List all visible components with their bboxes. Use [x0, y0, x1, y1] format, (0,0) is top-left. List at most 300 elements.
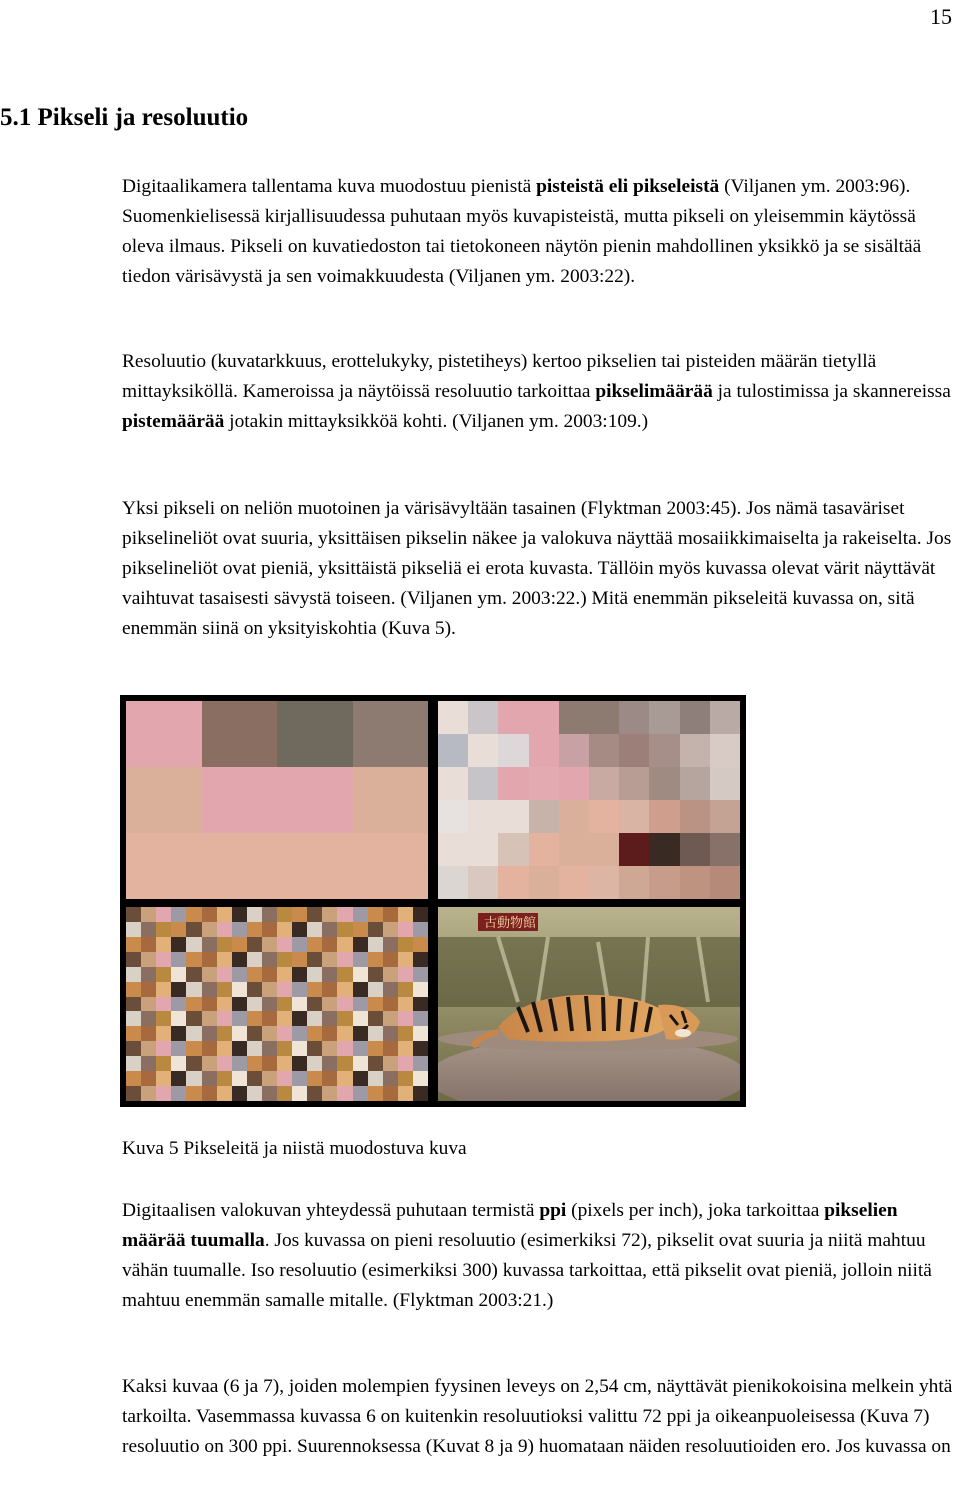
- mosaic-pixel: [262, 1026, 277, 1041]
- mosaic-pixel: [202, 1026, 217, 1041]
- mosaic-pixel: [126, 1071, 141, 1086]
- mosaic-pixel: [292, 1056, 307, 1071]
- mosaic-pixel: [398, 997, 413, 1012]
- mosaic-pixel: [353, 701, 429, 767]
- mosaic-pixel: [141, 952, 156, 967]
- mosaic-pixel: [337, 1011, 352, 1026]
- mosaic-pixel: [438, 734, 468, 767]
- mosaic-pixel: [247, 1086, 262, 1101]
- mosaic-pixel: [156, 982, 171, 997]
- mosaic-pixel: [141, 982, 156, 997]
- mosaic-pixel: [398, 922, 413, 937]
- mosaic-pixel: [247, 952, 262, 967]
- mosaic-pixel: [292, 1041, 307, 1056]
- mosaic-pixel: [202, 1071, 217, 1086]
- mosaic-pixel: [186, 937, 201, 952]
- mosaic-pixel: [126, 997, 141, 1012]
- mosaic-pixel: [322, 937, 337, 952]
- paragraph-pixel-definition: [122, 172, 954, 292]
- mosaic-pixel: [680, 833, 710, 866]
- mosaic-pixel: [292, 982, 307, 997]
- mosaic-pixel: [141, 922, 156, 937]
- mosaic-pixel: [292, 1071, 307, 1086]
- mosaic-pixel: [262, 922, 277, 937]
- mosaic-pixel: [353, 1041, 368, 1056]
- mosaic-pixel: [322, 1011, 337, 1026]
- mosaic-pixel: [202, 952, 217, 967]
- mosaic-pixel: [277, 1011, 292, 1026]
- mosaic-pixel: [141, 1086, 156, 1101]
- mosaic-pixel: [398, 952, 413, 967]
- mosaic-pixel: [277, 1071, 292, 1086]
- mosaic-pixel: [559, 701, 589, 734]
- mosaic-pixel: [217, 922, 232, 937]
- p2-bold-point-count: pistemäärää: [122, 411, 225, 432]
- mosaic-pixel: [202, 922, 217, 937]
- mosaic-pixel: [383, 907, 398, 922]
- paragraph-ppi: [122, 1196, 954, 1316]
- mosaic-pixel: [247, 1041, 262, 1056]
- mosaic-pixel: [368, 1086, 383, 1101]
- mosaic-pixel: [383, 952, 398, 967]
- mosaic-pixel: [126, 1056, 141, 1071]
- mosaic-pixel: [322, 997, 337, 1012]
- mosaic-pixel: [398, 907, 413, 922]
- mosaic-pixel: [202, 967, 217, 982]
- mosaic-pixel: [307, 1011, 322, 1026]
- p2-text-a: Resoluutio (kuvatarkkuus, erottelukyky, pistetiheys) kertoo pikselien tai pisteiden määrän tietyllä mittayksiköllä. Kameroissa ja näytöissä resoluutio tarkoittaa: [122, 351, 877, 402]
- mosaic-pixel: [141, 1041, 156, 1056]
- mosaic-pixel: [337, 922, 352, 937]
- mosaic-pixel: [649, 701, 679, 734]
- mosaic-pixel: [468, 767, 498, 800]
- mosaic-pixel: [398, 1056, 413, 1071]
- mosaic-pixel: [262, 1041, 277, 1056]
- mosaic-pixel: [383, 982, 398, 997]
- mosaic-pixel: [247, 1026, 262, 1041]
- p4-text-c: . Jos kuvassa on pieni resoluutio (esimerkiksi 72), pikselit ovat suuria ja niitä mahtuu vähän tuumalle. Iso resoluutio (esimerkiksi 300) kuvassa tarkoittaa, että pikselit ovat pieniä, jolloin niitä mahtuu enemmän samalle mitalle. (Flyktman 2003:21.): [122, 1230, 932, 1311]
- mosaic-pixel: [232, 997, 247, 1012]
- paragraph-pixel-shape: Yksi pikseli on neliön muotoinen ja värisävyltään tasainen (Flyktman 2003:45). Jos nämä tasaväriset pikselineliöt ovat suuria, yksittäisen pikselin näkee ja valokuva näyttää mosaiikkimaiselta ja rakeiselta. Jos pikselineliöt ovat pieniä, yksittäistä pikseliä ei erota kuvasta. Tällöin myös kuvassa olevat värit näyttävät vaihtuvat tasaisesti sävystä toiseen. (Viljanen ym. 2003:22.) Mitä enemmän pikseleitä kuvassa on, sitä enemmän siinä on yksityiskohtia (Kuva 5).: [122, 498, 952, 639]
- mosaic-pixel: [202, 937, 217, 952]
- mosaic-pixel: [307, 967, 322, 982]
- mosaic-pixel: [141, 1056, 156, 1071]
- mosaic-pixel: [171, 1026, 186, 1041]
- mosaic-pixel: [589, 800, 619, 833]
- mosaic-pixel: [186, 1056, 201, 1071]
- mosaic-pixel: [307, 1041, 322, 1056]
- mosaic-pixel: [277, 767, 353, 833]
- mosaic-pixel: [171, 1086, 186, 1101]
- mosaic-pixel: [126, 982, 141, 997]
- mosaic-pixel: [156, 1026, 171, 1041]
- mosaic-pixel: [262, 1086, 277, 1101]
- mosaic-pixel: [292, 1011, 307, 1026]
- mosaic-pixel: [468, 734, 498, 767]
- mosaic-pixel: [126, 767, 202, 833]
- mosaic-pixel: [186, 1086, 201, 1101]
- mosaic-pixel: [559, 800, 589, 833]
- mosaic-pixel: [292, 967, 307, 982]
- mosaic-pixel: [247, 1071, 262, 1086]
- mosaic-pixel: [589, 866, 619, 899]
- mosaic-pixel: [680, 701, 710, 734]
- mosaic-pixel: [413, 967, 428, 982]
- mosaic-pixel: [413, 1086, 428, 1101]
- mosaic-pixel: [292, 952, 307, 967]
- mosaic-pixel: [277, 907, 292, 922]
- mosaic-pixel: [498, 767, 528, 800]
- mosaic-pixel: [277, 952, 292, 967]
- mosaic-pixel: [398, 982, 413, 997]
- figure-pixel-mosaic: [120, 695, 746, 1107]
- mosaic-pixel: [247, 937, 262, 952]
- mosaic-pixel: [202, 1056, 217, 1071]
- mosaic-pixel: [217, 937, 232, 952]
- mosaic-pixel: [413, 1026, 428, 1041]
- mosaic-pixel: [710, 701, 740, 734]
- mosaic-pixel: [413, 1056, 428, 1071]
- mosaic-pixel: [498, 833, 528, 866]
- mosaic-pixel: [368, 1056, 383, 1071]
- mosaic-pixel: [337, 952, 352, 967]
- mosaic-pixel: [126, 967, 141, 982]
- mosaic-pixel: [559, 866, 589, 899]
- mosaic-pixel: [529, 833, 559, 866]
- mosaic-pixel: [383, 1026, 398, 1041]
- mosaic-pixel: [398, 1026, 413, 1041]
- page-number: 15: [930, 4, 952, 29]
- mosaic-pixel: [337, 1086, 352, 1101]
- mosaic-pixel: [619, 734, 649, 767]
- mosaic-pixel: [186, 967, 201, 982]
- mosaic-pixel: [277, 1026, 292, 1041]
- mosaic-pixel: [589, 734, 619, 767]
- mosaic-pixel: [307, 937, 322, 952]
- mosaic-pixel: [413, 1011, 428, 1026]
- paragraph-resolution: [122, 347, 954, 437]
- mosaic-pixel: [619, 767, 649, 800]
- mosaic-pixel: [126, 1026, 141, 1041]
- p4-text-b: (pixels per inch), joka tarkoittaa: [566, 1200, 825, 1221]
- mosaic-pixel: [438, 833, 468, 866]
- mosaic-pixel: [186, 907, 201, 922]
- panel-tiger-photo: [438, 907, 740, 1101]
- mosaic-pixel: [649, 866, 679, 899]
- mosaic-pixel: [156, 1011, 171, 1026]
- mosaic-pixel: [171, 1041, 186, 1056]
- mosaic-pixel: [141, 1071, 156, 1086]
- mosaic-pixel: [383, 1086, 398, 1101]
- mosaic-pixel: [529, 701, 559, 734]
- mosaic-pixel: [413, 937, 428, 952]
- mosaic-pixel: [156, 952, 171, 967]
- mosaic-pixel: [217, 1086, 232, 1101]
- mosaic-pixel: [307, 1056, 322, 1071]
- mosaic-pixel: [680, 734, 710, 767]
- mosaic-pixel: [413, 997, 428, 1012]
- mosaic-pixel: [529, 734, 559, 767]
- mosaic-pixel: [247, 997, 262, 1012]
- mosaic-pixel: [156, 1071, 171, 1086]
- mosaic-pixel: [217, 967, 232, 982]
- mosaic-pixel: [141, 967, 156, 982]
- mosaic-pixel: [186, 1011, 201, 1026]
- mosaic-pixel: [202, 982, 217, 997]
- mosaic-pixel: [171, 982, 186, 997]
- mosaic-pixel: [398, 1011, 413, 1026]
- mosaic-pixel: [232, 937, 247, 952]
- mosaic-pixel: [398, 1071, 413, 1086]
- mosaic-pixel: [126, 952, 141, 967]
- mosaic-pixel: [247, 922, 262, 937]
- mosaic-pixel: [277, 1086, 292, 1101]
- mosaic-pixel: [322, 1041, 337, 1056]
- mosaic-pixel: [307, 1086, 322, 1101]
- mosaic-pixel: [217, 982, 232, 997]
- mosaic-pixel: [649, 833, 679, 866]
- mosaic-pixel: [232, 922, 247, 937]
- mosaic-pixel: [619, 833, 649, 866]
- mosaic-pixel: [619, 701, 649, 734]
- p2-text-b: ja tulostimissa ja skannereissa: [712, 381, 951, 402]
- mosaic-pixel: [156, 922, 171, 937]
- mosaic-pixel: [337, 1041, 352, 1056]
- mosaic-pixel: [322, 967, 337, 982]
- mosaic-pixel: [277, 922, 292, 937]
- mosaic-pixel: [202, 701, 278, 767]
- mosaic-pixel: [247, 1056, 262, 1071]
- mosaic-pixel: [217, 1011, 232, 1026]
- mosaic-pixel: [322, 1026, 337, 1041]
- mosaic-pixel: [171, 952, 186, 967]
- mosaic-pixel: [368, 937, 383, 952]
- mosaic-pixel: [126, 937, 141, 952]
- mosaic-pixel: [171, 967, 186, 982]
- mosaic-pixel: [186, 952, 201, 967]
- mosaic-pixel: [383, 922, 398, 937]
- mosaic-pixel: [156, 937, 171, 952]
- mosaic-pixel: [307, 922, 322, 937]
- mosaic-pixel: [126, 701, 202, 767]
- mosaic-pixel: [126, 1086, 141, 1101]
- mosaic-pixel: [141, 907, 156, 922]
- mosaic-pixel: [141, 997, 156, 1012]
- mosaic-pixel: [232, 1056, 247, 1071]
- mosaic-pixel: [232, 1086, 247, 1101]
- mosaic-pixel: [322, 952, 337, 967]
- mosaic-pixel: [322, 982, 337, 997]
- mosaic-pixel: [383, 1011, 398, 1026]
- mosaic-pixel: [232, 1071, 247, 1086]
- panel-medium-pixels: [438, 701, 740, 899]
- mosaic-pixel: [337, 1056, 352, 1071]
- figure-caption: Kuva 5 Pikseleitä ja niistä muodostuva kuva: [122, 1138, 467, 1159]
- p1-bold-term: pisteistä eli pikseleistä: [536, 176, 720, 197]
- mosaic-pixel: [710, 866, 740, 899]
- mosaic-pixel: [353, 1026, 368, 1041]
- mosaic-pixel: [232, 1011, 247, 1026]
- mosaic-pixel: [217, 1071, 232, 1086]
- mosaic-pixel: [232, 907, 247, 922]
- mosaic-pixel: [529, 866, 559, 899]
- mosaic-pixel: [156, 1056, 171, 1071]
- mosaic-pixel: [468, 866, 498, 899]
- mosaic-pixel: [337, 997, 352, 1012]
- mosaic-pixel: [156, 1041, 171, 1056]
- mosaic-pixel: [277, 1056, 292, 1071]
- mosaic-pixel: [277, 967, 292, 982]
- mosaic-pixel: [383, 937, 398, 952]
- mosaic-pixel: [126, 907, 141, 922]
- mosaic-pixel: [368, 1071, 383, 1086]
- mosaic-pixel: [247, 967, 262, 982]
- mosaic-pixel: [529, 767, 559, 800]
- mosaic-pixel: [337, 1026, 352, 1041]
- mosaic-pixel: [337, 907, 352, 922]
- mosaic-pixel: [126, 833, 202, 899]
- mosaic-pixel: [141, 1026, 156, 1041]
- mosaic-pixel: [383, 967, 398, 982]
- mosaic-pixel: [438, 701, 468, 734]
- mosaic-pixel: [710, 767, 740, 800]
- mosaic-pixel: [156, 997, 171, 1012]
- mosaic-pixel: [398, 967, 413, 982]
- panel-small-pixels: [126, 907, 428, 1101]
- mosaic-pixel: [202, 1011, 217, 1026]
- mosaic-pixel: [559, 833, 589, 866]
- mosaic-pixel: [438, 767, 468, 800]
- mosaic-pixel: [232, 967, 247, 982]
- section-heading: 5.1 Pikseli ja resoluutio: [0, 104, 249, 131]
- mosaic-pixel: [307, 1026, 322, 1041]
- mosaic-pixel: [322, 1086, 337, 1101]
- mosaic-pixel: [217, 1026, 232, 1041]
- mosaic-pixel: [171, 937, 186, 952]
- mosaic-pixel: [202, 1041, 217, 1056]
- mosaic-pixel: [262, 982, 277, 997]
- mosaic-pixel: [247, 982, 262, 997]
- mosaic-pixel: [126, 1041, 141, 1056]
- mosaic-pixel: [247, 1011, 262, 1026]
- mosaic-pixel: [262, 937, 277, 952]
- mosaic-pixel: [413, 952, 428, 967]
- tiger-photo-image: [438, 907, 740, 1101]
- mosaic-pixel: [438, 800, 468, 833]
- mosaic-pixel: [277, 701, 353, 767]
- mosaic-pixel: [353, 1011, 368, 1026]
- mosaic-pixel: [292, 937, 307, 952]
- mosaic-pixel: [353, 982, 368, 997]
- mosaic-pixel: [171, 1011, 186, 1026]
- mosaic-pixel: [383, 1071, 398, 1086]
- mosaic-pixel: [353, 967, 368, 982]
- sign-glyphs: 古動物館: [484, 916, 537, 931]
- mosaic-pixel: [217, 952, 232, 967]
- p4-text-a: Digitaalisen valokuvan yhteydessä puhutaan termistä: [122, 1200, 540, 1221]
- mosaic-pixel: [307, 982, 322, 997]
- mosaic-pixel: [710, 833, 740, 866]
- p4-bold-ppi: ppi: [539, 1200, 567, 1221]
- mosaic-pixel: [262, 997, 277, 1012]
- mosaic-pixel: [171, 922, 186, 937]
- mosaic-pixel: [368, 982, 383, 997]
- mosaic-pixel: [413, 982, 428, 997]
- mosaic-pixel: [217, 1056, 232, 1071]
- mosaic-pixel: [589, 767, 619, 800]
- mosaic-pixel: [171, 1071, 186, 1086]
- mosaic-pixel: [368, 997, 383, 1012]
- mosaic-pixel: [413, 907, 428, 922]
- mosaic-pixel: [353, 767, 429, 833]
- mosaic-pixel: [171, 997, 186, 1012]
- mosaic-pixel: [353, 997, 368, 1012]
- mosaic-pixel: [353, 1071, 368, 1086]
- mosaic-pixel: [368, 1041, 383, 1056]
- mosaic-pixel: [398, 1086, 413, 1101]
- mosaic-pixel: [217, 907, 232, 922]
- mosaic-pixel: [337, 982, 352, 997]
- mosaic-pixel: [262, 1056, 277, 1071]
- mosaic-pixel: [383, 1041, 398, 1056]
- mosaic-pixel: [413, 1041, 428, 1056]
- mosaic-pixel: [186, 1071, 201, 1086]
- p2-bold-pixel-count: pikselimäärää: [595, 381, 713, 402]
- mosaic-pixel: [262, 907, 277, 922]
- mosaic-pixel: [368, 952, 383, 967]
- mosaic-pixel: [559, 767, 589, 800]
- mosaic-pixel: [156, 907, 171, 922]
- mosaic-pixel: [589, 833, 619, 866]
- mosaic-pixel: [680, 866, 710, 899]
- mosaic-pixel: [529, 800, 559, 833]
- mosaic-pixel: [186, 1041, 201, 1056]
- mosaic-pixel: [710, 734, 740, 767]
- mosaic-pixel: [262, 967, 277, 982]
- mosaic-pixel: [217, 997, 232, 1012]
- mosaic-pixel: [292, 1026, 307, 1041]
- mosaic-pixel: [262, 1011, 277, 1026]
- mosaic-pixel: [232, 982, 247, 997]
- mosaic-pixel: [126, 1011, 141, 1026]
- mosaic-pixel: [368, 922, 383, 937]
- mosaic-pixel: [498, 701, 528, 734]
- mosaic-pixel: [589, 701, 619, 734]
- p4-bold-definition: pikselien määrää tuumalla: [122, 1200, 898, 1251]
- mosaic-pixel: [322, 1056, 337, 1071]
- p2-text-c: jotakin mittayksikköä kohti. (Viljanen ym. 2003:109.): [224, 411, 649, 432]
- mosaic-pixel: [559, 734, 589, 767]
- mosaic-pixel: [438, 866, 468, 899]
- mosaic-pixel: [202, 767, 278, 833]
- mosaic-pixel: [247, 907, 262, 922]
- mosaic-pixel: [368, 1011, 383, 1026]
- mosaic-pixel: [468, 833, 498, 866]
- p1-text-a: Digitaalikamera tallentama kuva muodostuu pienistä: [122, 176, 537, 197]
- mosaic-pixel: [322, 922, 337, 937]
- mosaic-pixel: [307, 997, 322, 1012]
- mosaic-pixel: [619, 866, 649, 899]
- mosaic-pixel: [202, 907, 217, 922]
- mosaic-pixel: [186, 997, 201, 1012]
- mosaic-pixel: [413, 1071, 428, 1086]
- mosaic-pixel: [277, 833, 353, 899]
- mosaic-pixel: [202, 1086, 217, 1101]
- mosaic-pixel: [619, 800, 649, 833]
- mosaic-pixel: [649, 800, 679, 833]
- mosaic-pixel: [468, 701, 498, 734]
- mosaic-pixel: [353, 922, 368, 937]
